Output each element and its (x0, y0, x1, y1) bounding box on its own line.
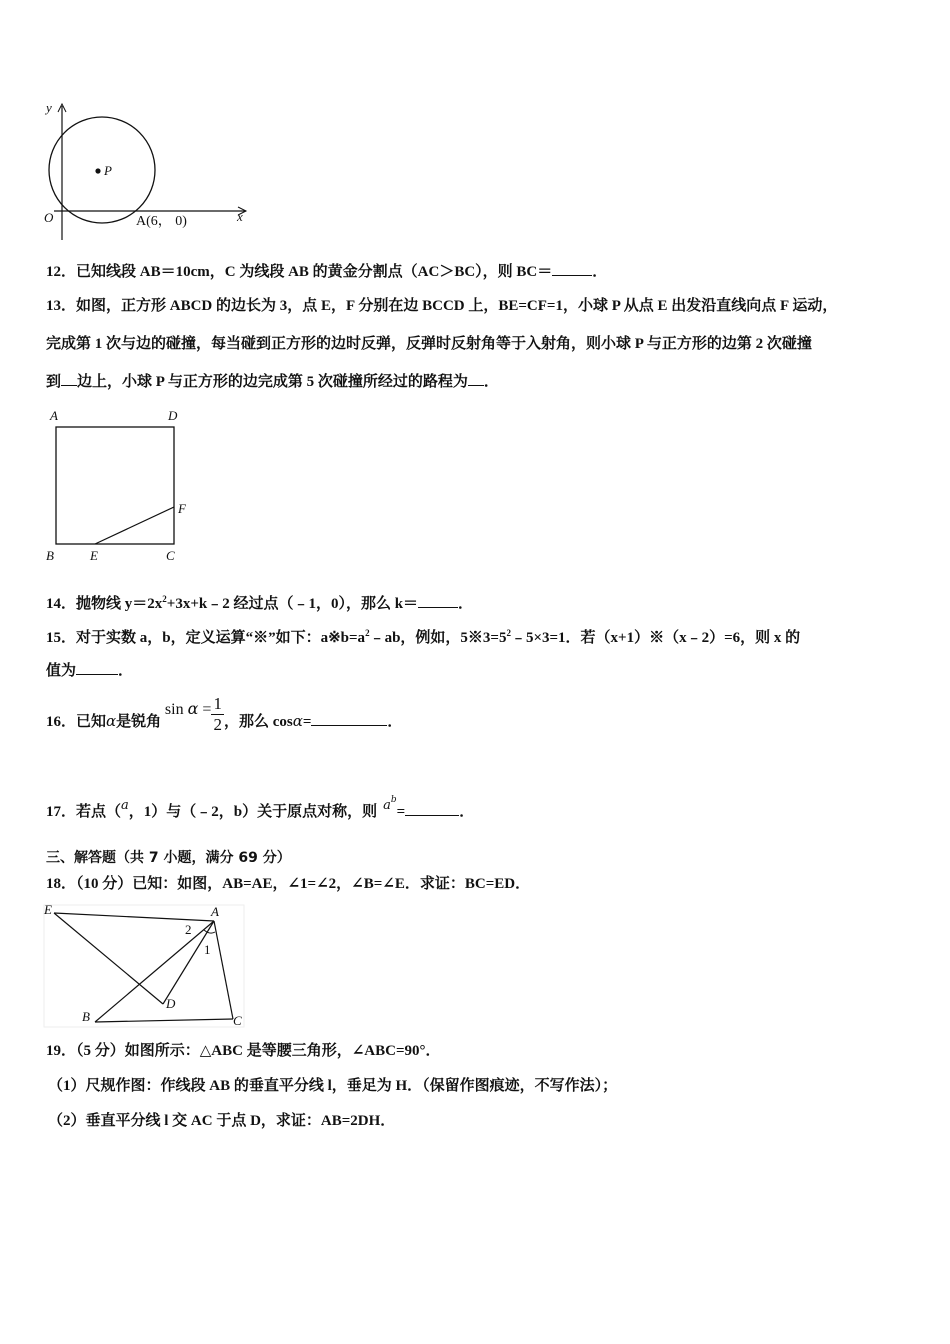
point-p-label: P (104, 163, 112, 178)
segment-ab (95, 921, 214, 1022)
square-svg (40, 404, 200, 569)
question-19-part-1: （1）尺规作图：作线段 AB 的垂直平分线 l，垂足为 H．（保留作图痕迹，不写作法）； (48, 1078, 618, 1094)
label-d: D (168, 408, 178, 423)
circle-figure (40, 100, 260, 245)
answer-blank (405, 801, 459, 816)
segment-ef (95, 507, 174, 544)
label-b: B (82, 1009, 90, 1024)
answer-blank (418, 593, 458, 608)
fraction-one-half: $\frac{1}{2}$ (213, 694, 222, 735)
label-b: B (46, 548, 54, 563)
label-c: C (166, 548, 175, 563)
question-12: 12．已知线段 AB＝10cm，C 为线段 AB 的黄金分割点（AC＞BC），则 BC＝ ． (46, 261, 607, 282)
angle-1-label: 1 (204, 942, 211, 957)
circle-p (49, 117, 155, 223)
segment-bc (95, 1019, 233, 1022)
answer-blank (61, 371, 77, 386)
question-17: 17．若点（a，1）与（﹣2，b）关于原点对称，则 $a^b=$ ． (46, 795, 475, 820)
question-18: 18．（10 分）已知：如图，AB=AE，∠1=∠2，∠B=∠E．求证：BC=ED． (46, 876, 531, 892)
label-e: E (90, 548, 98, 563)
answer-blank (311, 711, 387, 726)
center-point (95, 168, 100, 173)
answer-blank (468, 371, 484, 386)
label-e: E (44, 902, 52, 917)
question-19: 19．（5 分）如图所示：△ABC 是等腰三角形，∠ABC=90°． (46, 1043, 441, 1059)
section-3-heading: 三、解答题（共 7 小题，满分 69 分） (46, 850, 291, 866)
segment-ea (54, 913, 214, 921)
y-label: y (46, 100, 52, 115)
question-15-line-2: 值为 ． (46, 660, 133, 681)
label-a: A (211, 904, 219, 919)
answer-blank (76, 660, 118, 675)
label-d: D (166, 996, 176, 1011)
angle-mark (204, 930, 215, 933)
question-19-part-2: （2）垂直平分线 l 交 AC 于点 D，求证：AB=2DH． (48, 1113, 396, 1129)
square-abcd (56, 427, 174, 544)
angle-2-label: 2 (185, 922, 192, 937)
point-a-label: A(6， 0) (136, 214, 187, 229)
segment-ac (214, 921, 233, 1019)
triangle-svg (40, 902, 250, 1030)
label-c: C (233, 1013, 242, 1028)
label-a: A (50, 408, 58, 423)
answer-blank (552, 261, 592, 276)
triangle-figure (40, 902, 250, 1030)
label-f: F (178, 501, 186, 516)
question-14: 14．抛物线 $y=2x^2+3x+k﹣2$ 经过点（﹣1，0），那么 k＝ ． (46, 594, 474, 612)
x-label: x (237, 209, 243, 224)
segment-ed (54, 913, 163, 1004)
question-16: 16．已知α是锐角 sin α = $\frac{1}{2}$ ，那么 cosα= ． (46, 696, 402, 746)
question-13-line-2: 完成第 1 次与边的碰撞，每当碰到正方形的边时反弹，反弹时反射角等于入射角，则小球 P 与正方形的边第 2 次碰撞 (46, 336, 812, 352)
origin-label: O (44, 210, 54, 225)
question-15-line-1: 15．对于实数 a，b，定义运算“※”如下：$a※b=a^2﹣ab$，例如，$5※3=5^2﹣5\times 3=1$．若（x+1）※（x﹣2）=6，则 x 的 (46, 628, 801, 646)
question-13-line-3: 到 边上，小球 P 与正方形的边完成第 5 次碰撞所经过的路程为 ． (46, 371, 499, 392)
square-figure (40, 404, 200, 569)
question-13-line-1: 13．如图，正方形 ABCD 的边长为 3，点 E，F 分别在边 BCCD 上，BE=CF=1，小球 P 从点 E 出发沿直线向点 F 运动， (46, 298, 838, 314)
sin-expression: sin α = (164, 699, 212, 718)
